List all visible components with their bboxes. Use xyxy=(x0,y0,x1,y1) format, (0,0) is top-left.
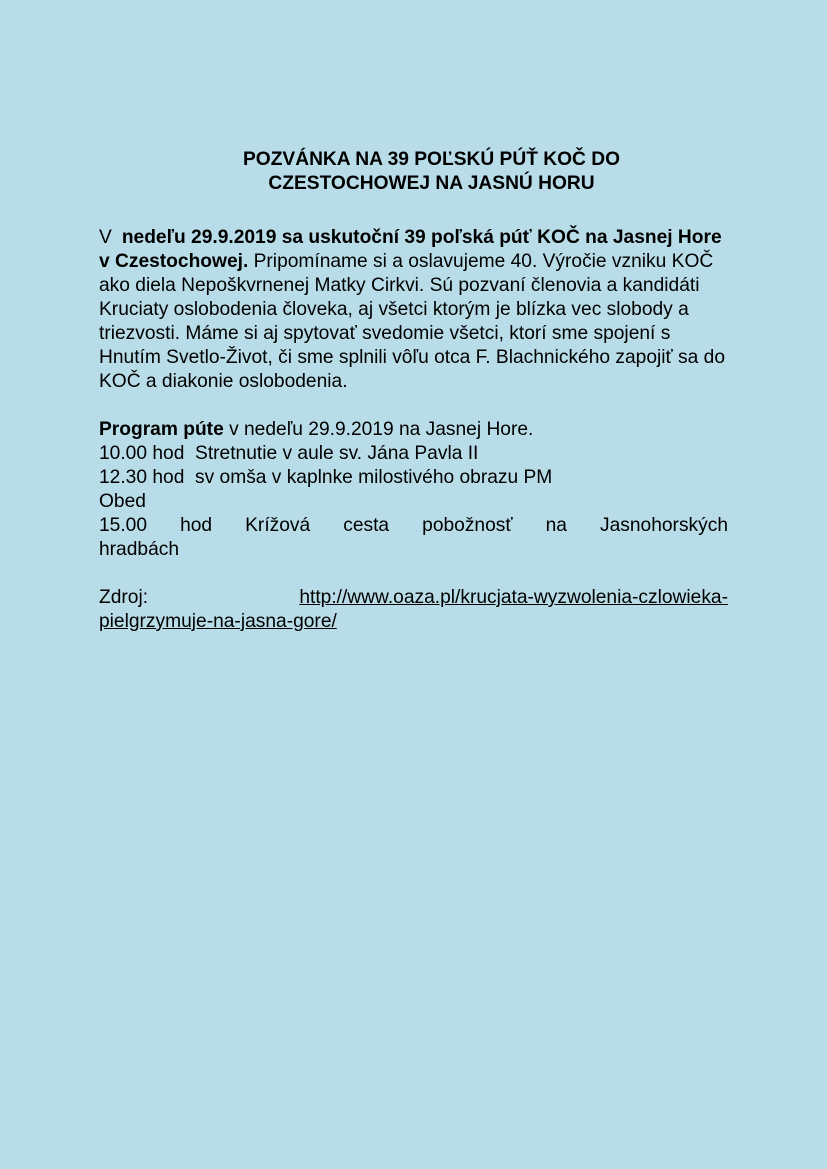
program-item-4-word: 15.00 xyxy=(99,515,148,536)
program-heading-rest: v nedeľu 29.9.2019 na Jasnej Hore. xyxy=(223,419,534,440)
title-line-2: CZESTOCHOWEJ NA JASNÚ HORU xyxy=(268,173,595,194)
source-row xyxy=(99,586,728,610)
intro-lead: V xyxy=(99,227,112,248)
program-item-4-tail: hradbách xyxy=(99,539,180,560)
program-item-4-word: na xyxy=(545,515,567,536)
program-heading xyxy=(99,418,728,442)
program-item-4-word: pobožnosť xyxy=(422,515,513,536)
intro-paragraph xyxy=(99,226,728,394)
source-link-line-1[interactable]: http://www.oaza.pl/krucjata-wyzwolenia-czlowieka- xyxy=(299,587,728,608)
program-item-4-word: cesta xyxy=(343,515,390,536)
document-title xyxy=(99,148,728,196)
program-item-1: 10.00 hod Stretnutie v aule sv. Jána Pavla II xyxy=(99,443,479,464)
program-heading-bold: Program púte xyxy=(99,419,224,440)
document-page xyxy=(99,148,728,634)
source-label: Zdroj: xyxy=(99,587,149,608)
program-item-4 xyxy=(99,514,728,538)
program-item-4-word: Jasnohorských xyxy=(600,515,728,536)
intro-regular-text: Pripomíname si a oslavujeme 40. Výročie vzniku KOČ ako diela Nepoškvrnenej Matky Cirkvi. Sú pozvaní členovia a kandidáti Kruciaty oslobodenia človeka, aj všetci ktorým je blízka vec slobody a triezvosti. Máme si aj spytovať svedomie všetci, ktorí sme spojení s Hnutím Svetlo-Život, či sme splnili vôľu otca F. Blachnického zapojiť sa do KOČ a diakonie oslobodenia. xyxy=(99,251,725,392)
source-link-line-2[interactable]: pielgrzymuje-na-jasna-gore/ xyxy=(99,611,337,632)
title-line-1: POZVÁNKA NA 39 POĽSKÚ PÚŤ KOČ DO xyxy=(242,149,621,170)
program-item-4-word: Krížová xyxy=(245,515,311,536)
program-item-4-word: hod xyxy=(180,515,213,536)
program-item-3: Obed xyxy=(99,491,146,512)
program-item-2: 12.30 hod sv omša v kaplnke milostivého obrazu PM xyxy=(99,467,553,488)
program-section xyxy=(99,418,728,562)
intro-bold-text: nedeľu 29.9.2019 sa uskutoční 39 poľská púť KOČ na Jasnej Hore v Czestochowej. xyxy=(99,227,722,272)
